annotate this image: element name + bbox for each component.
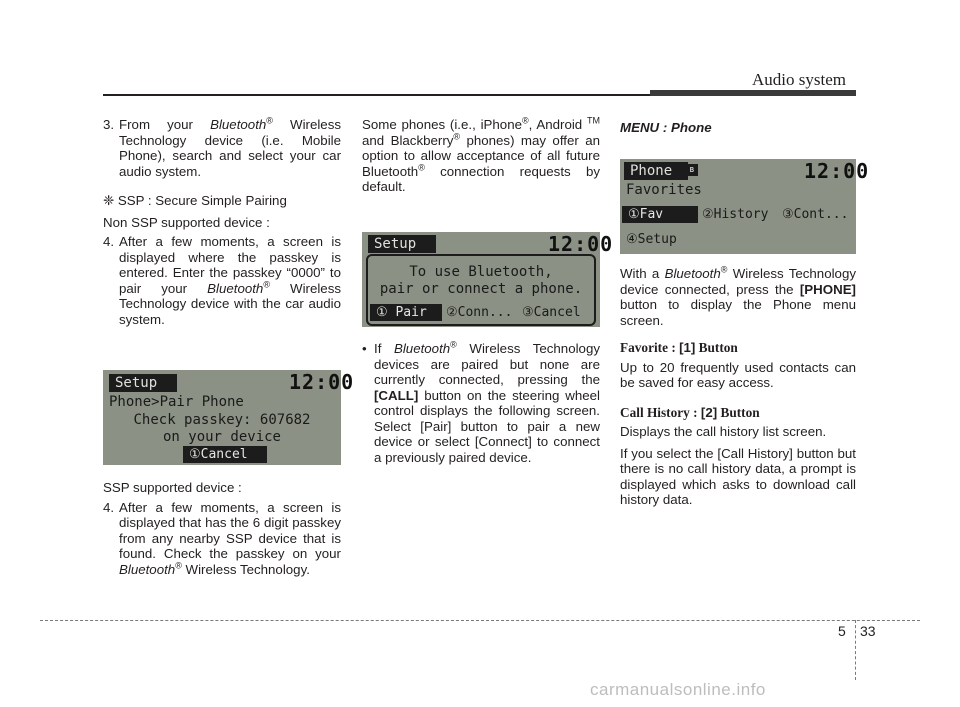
screen-label: Setup — [109, 374, 177, 392]
screen-clock: 12:00 — [548, 232, 614, 256]
call-button-bullet — [362, 341, 600, 465]
page-number: 33 — [860, 623, 876, 639]
page-header-title: Audio system — [752, 70, 846, 89]
setup-button[interactable]: ④Setup — [626, 232, 677, 247]
call-history-text-2: If you select the [Call History] button but there is no call history data, a prompt is displayed which asks to download call history data. — [620, 445, 856, 507]
column-3-lower — [620, 266, 856, 514]
non-ssp-heading: Non SSP supported device : — [103, 214, 270, 230]
passkey-subtext: on your device — [162, 429, 281, 445]
passkey-text: Check passkey: 607682 — [133, 412, 311, 428]
step-4-ssp — [103, 500, 341, 578]
ssp-heading: SSP supported device : — [103, 480, 242, 495]
phone-compat-note: Some phones (i.e., iPhone®, Android ™ and Blackberry® phones) may offer an option to allow acceptance of all future Bluetooth® connection requests by default. — [362, 115, 600, 194]
header-rule-accent — [650, 90, 856, 96]
screen-label: Setup — [368, 235, 436, 253]
bullet: • — [362, 341, 367, 356]
step-text: After a few moments, a screen is displayed where the passkey is entered. Enter the passkey “0000” to pair your Bluetooth® Wireless Technology device with the car audio system. — [119, 234, 341, 327]
screen-label: Phone — [624, 162, 688, 180]
step-number: 4. — [103, 234, 115, 249]
setup-connect-screen — [362, 232, 614, 327]
step-3 — [103, 117, 341, 179]
column-3 — [620, 120, 856, 142]
step-number: 4. — [103, 499, 115, 515]
screen-title: Favorites — [626, 182, 702, 198]
screen-clock: 12:00 — [289, 370, 355, 394]
step-number: 3. — [103, 117, 115, 132]
section-number: 5 — [838, 623, 846, 639]
column-2 — [362, 117, 600, 201]
connect-button[interactable]: ②Conn... — [446, 305, 513, 320]
step-text: After a few moments, a screen is displayed that has the 6 digit passkey from any nearby SSP device that is found. Check the passkey on your Bluetooth® Wireless Technology. — [119, 499, 341, 577]
pair-phone-screen — [103, 370, 355, 465]
phone-menu-screen — [620, 159, 870, 254]
call-history-heading: Call History : [2] Button — [620, 404, 760, 420]
column-1-lower — [103, 480, 341, 577]
contacts-button[interactable]: ③Cont... — [782, 207, 849, 222]
pair-button[interactable]: ① Pair — [370, 304, 442, 321]
favorite-heading: Favorite : [1] Button — [620, 340, 738, 355]
cancel-button[interactable]: ①Cancel — [183, 446, 267, 463]
favorite-text: Up to 20 frequently used contacts can be saved for easy access. — [620, 359, 856, 390]
ssp-note: ❈ SSP : Secure Simple Pairing — [103, 193, 287, 208]
cancel-button[interactable]: ③Cancel — [522, 305, 581, 320]
call-history-button[interactable]: ②History — [702, 207, 769, 222]
dialog-line-1: To use Bluetooth, — [409, 264, 553, 280]
screen-clock: 12:00 — [804, 159, 870, 183]
screen-breadcrumb: Phone>Pair Phone — [109, 394, 244, 410]
step-text: From your Bluetooth® Wireless Technology device (i.e. Mobile Phone), search and select your car audio system. — [119, 115, 341, 179]
bluetooth-icon: ʙ — [686, 164, 698, 176]
footer-rule — [40, 620, 920, 621]
column-2-lower — [362, 341, 600, 465]
watermark: carmanualsonline.info — [590, 680, 766, 699]
step-4-non-ssp — [103, 234, 341, 327]
bullet-text: If Bluetooth® Wireless Technology devices are paired but none are currently connected, pressing the [CALL] button on the steering wheel control displays the following screen. Select [Pair] button to pair a new device or select [Connect] to connect a previously paired device. — [374, 339, 600, 465]
dialog-line-2: pair or connect a phone. — [379, 281, 583, 297]
phone-menu-intro: With a Bluetooth® Wireless Technology device connected, press the [PHONE] button to display the Phone menu screen. — [620, 264, 856, 328]
call-history-text-1: Displays the call history list screen. — [620, 424, 827, 439]
footer-divider — [855, 620, 856, 680]
menu-heading: MENU : Phone — [620, 120, 712, 135]
favorites-button[interactable]: ①Fav — [622, 206, 698, 223]
column-1 — [103, 117, 341, 327]
